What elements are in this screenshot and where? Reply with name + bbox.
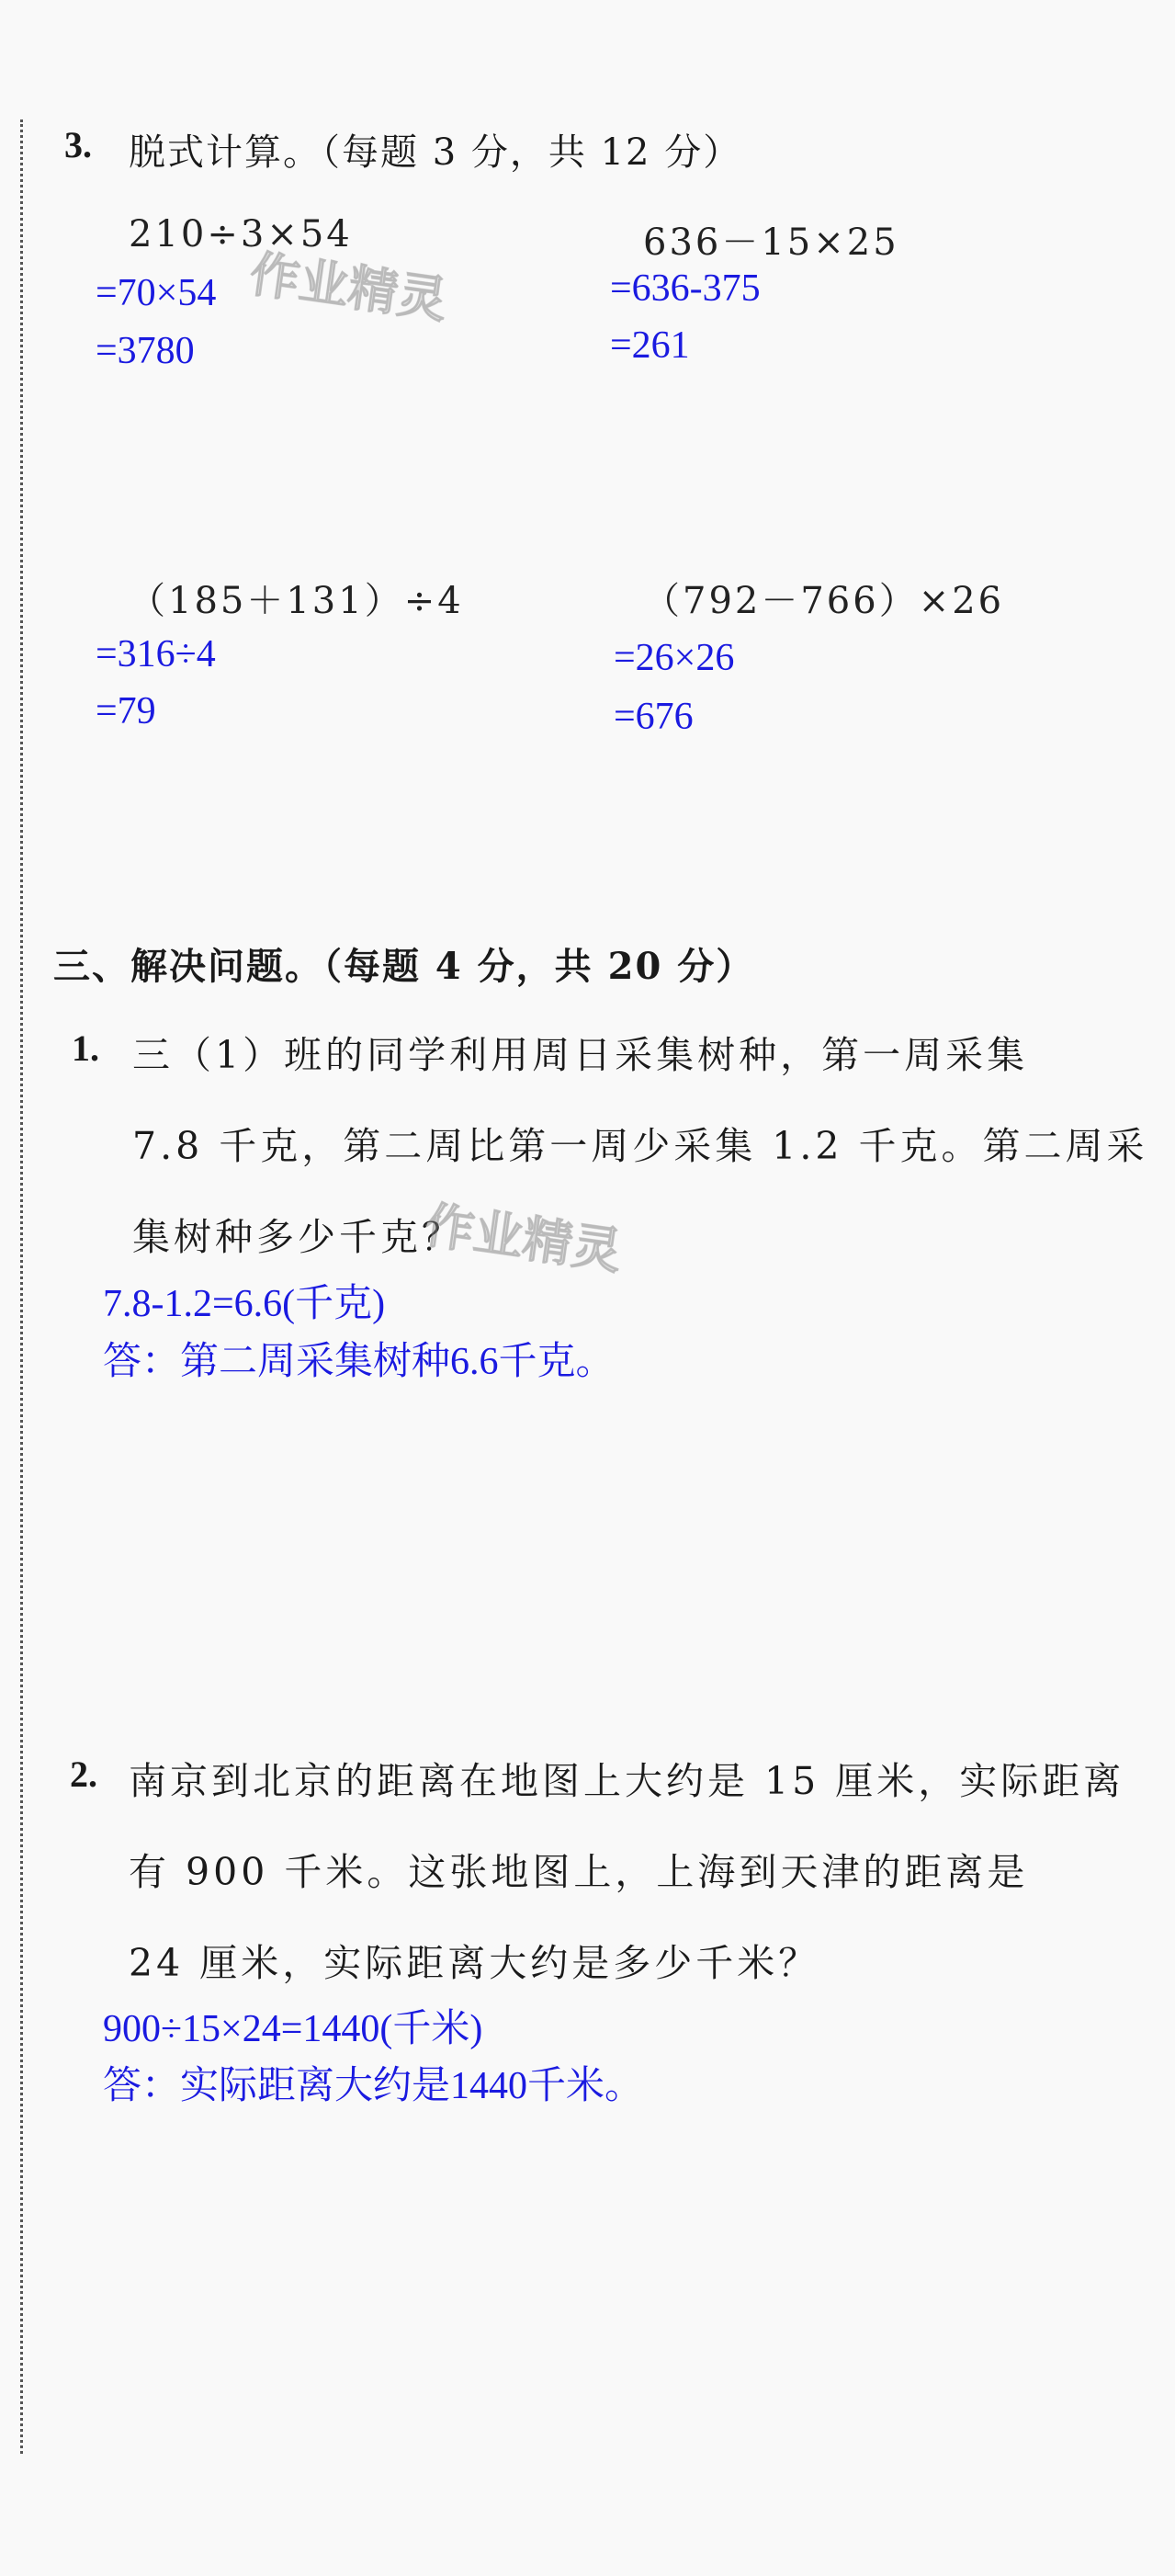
watermark-logo: 作业精灵: [421, 1196, 626, 1281]
q2-answer-statement: 答：实际距离大约是1440千米。: [103, 2065, 644, 2107]
q2-answer-equation: 900÷15×24=1440(千米): [103, 2008, 483, 2050]
watermark-logo: 作业精灵: [246, 244, 451, 330]
calc-problem-3: （185＋131）÷4: [129, 580, 464, 622]
q1-text-line: 7.8 千克，第二周比第一周少采集 1.2 千克。第二周采: [132, 1124, 1148, 1168]
q1-number: 1.: [72, 1027, 99, 1069]
q1-answer-equation: 7.8-1.2=6.6(千克): [103, 1283, 386, 1325]
calc-answer-step: =676: [614, 696, 694, 738]
calc-answer-step: =3780: [96, 330, 195, 372]
calc-problem-2: 636－15×25: [643, 221, 899, 264]
calc-answer-step: =636-375: [610, 267, 761, 310]
calc-answer-step: =70×54: [96, 272, 217, 314]
calc-problem-4: （792－766）×26: [643, 580, 1005, 622]
q2-number: 2.: [70, 1753, 97, 1795]
section3-number: 3.: [64, 124, 92, 165]
q1-answer-statement: 答：第二周采集树种6.6千克。: [103, 1341, 615, 1383]
q2-text-line: 24 厘米，实际距离大约是多少千米？: [129, 1941, 820, 1985]
calc-answer-step: =316÷4: [96, 633, 216, 675]
binding-dotted-line: [20, 119, 23, 2454]
calc-problem-1: 210÷3×54: [129, 213, 353, 255]
calc-answer-step: =261: [610, 324, 690, 367]
q2-text-line: 有 900 千米。这张地图上，上海到天津的距离是: [129, 1850, 1029, 1894]
q1-text-line: 三（1）班的同学利用周日采集树种，第一周采集: [132, 1033, 1029, 1077]
part3-heading: 三、解决问题。（每题 4 分，共 20 分）: [53, 945, 755, 988]
calc-answer-step: =26×26: [614, 637, 735, 679]
calc-answer-step: =79: [96, 690, 156, 732]
q2-text-line: 南京到北京的距离在地图上大约是 15 厘米，实际距离: [129, 1759, 1125, 1803]
section3-heading: 脱式计算。（每题 3 分，共 12 分）: [129, 131, 742, 174]
q1-text-line: 集树种多少千克？: [132, 1215, 463, 1259]
